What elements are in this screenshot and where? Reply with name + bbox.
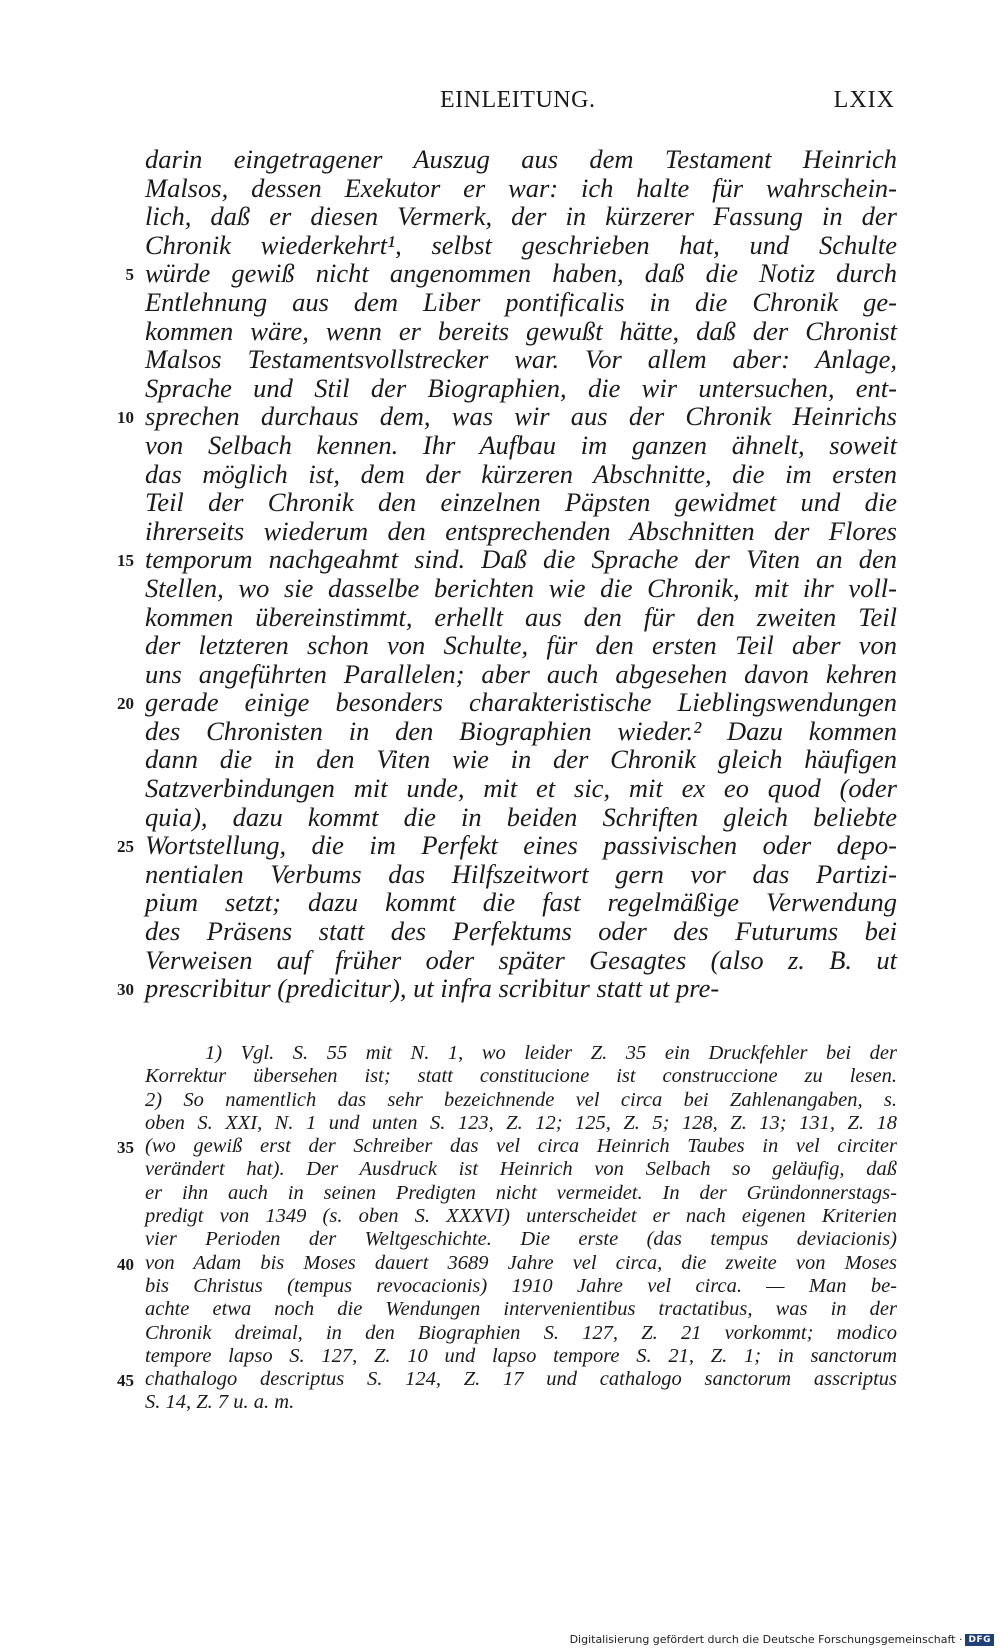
text-line: nentialen Verbums das Hilfszeitwort gern vor das Partizi- bbox=[145, 858, 897, 889]
main-text-block bbox=[145, 145, 897, 1003]
footnote-line: Korrektur übersehen ist; statt constitucione ist construccione zu lesen. bbox=[145, 1065, 897, 1088]
text-line: ihrerseits wiederum den entsprechenden Abschnitten der Flores bbox=[145, 515, 897, 546]
line-number: 40 bbox=[117, 1254, 134, 1274]
text-line: dann die in den Viten wie in der Chronik gleich häufigen bbox=[145, 744, 897, 775]
footnote-line: oben S. XXI, N. 1 und unten S. 123, Z. 12; 125, Z. 5; 128, Z. 13; 131, Z. 18 bbox=[145, 1111, 897, 1134]
text-line: lich, daß er diesen Vermerk, der in kürzerer Fassung in der bbox=[145, 201, 897, 232]
text-line: kommen übereinstimmt, erhellt aus den für den zweiten Teil bbox=[145, 601, 897, 632]
line-number: 20 bbox=[117, 694, 134, 714]
footnote-line: Chronik dreimal, in den Biographien S. 127, Z. 21 vorkommt; modico bbox=[145, 1321, 897, 1344]
text-line: Satzverbindungen mit unde, mit et sic, mit ex eo quod (oder bbox=[145, 773, 897, 804]
text-line: pium setzt; dazu kommt die fast regelmäßige Verwendung bbox=[145, 887, 897, 918]
line-number: 35 bbox=[117, 1138, 134, 1158]
footnote-line: S. 14, Z. 7 u. a. m. bbox=[145, 1391, 295, 1414]
text-line: gerade einige besonders charakteristische Lieblingswendungen bbox=[145, 687, 897, 718]
text-line: quia), dazu kommt die in beiden Schriften gleich beliebte bbox=[145, 801, 897, 832]
footnote-line: von Adam bis Moses dauert 3689 Jahre vel circa, die zweite von Moses bbox=[145, 1251, 897, 1274]
text-line: sprechen durchaus dem, was wir aus der Chronik Heinrichs bbox=[145, 401, 897, 432]
text-line: des Präsens statt des Perfektums oder des Futurums bei bbox=[145, 916, 897, 947]
digitization-credit bbox=[570, 1633, 994, 1646]
text-line: Entlehnung aus dem Liber pontificalis in die Chronik ge- bbox=[145, 286, 897, 317]
text-line: Sprache und Stil der Biographien, die wir untersuchen, ent- bbox=[145, 372, 897, 403]
line-number: 30 bbox=[117, 980, 134, 1000]
text-line: uns angeführten Parallelen; aber auch abgesehen davon kehren bbox=[145, 658, 897, 689]
footnote-line: verändert hat). Der Ausdruck ist Heinrich von Selbach so geläufig, daß bbox=[145, 1158, 897, 1181]
text-line: Verweisen auf früher oder später Gesagtes (also z. B. ut bbox=[145, 944, 897, 975]
footnote-line: predigt von 1349 (s. oben S. XXXVI) unterscheidet er nach eigenen Kriterien bbox=[145, 1205, 897, 1228]
line-number: 15 bbox=[117, 551, 134, 571]
page-number: LXIX bbox=[833, 87, 895, 113]
credit-text: Digitalisierung gefördert durch die Deutsche Forschungsgemeinschaft · bbox=[569, 1633, 963, 1646]
footnote-line: 2) So namentlich das sehr bezeichnende vel circa bei Zahlenangaben, s. bbox=[145, 1088, 897, 1111]
text-line: kommen wäre, wenn er bereits gewußt hätte, daß der Chronist bbox=[145, 315, 897, 346]
footnote-line: tempore lapso S. 127, Z. 10 und lapso tempore S. 21, Z. 1; in sanctorum bbox=[145, 1344, 897, 1367]
footnote-line: bis Christus (tempus revocacionis) 1910 Jahre vel circa. — Man be- bbox=[145, 1274, 897, 1297]
text-line: Malsos, dessen Exekutor er war: ich halte für wahrschein- bbox=[145, 172, 897, 203]
text-line: der letzteren schon von Schulte, für den ersten Teil aber von bbox=[145, 630, 897, 661]
footnotes-block bbox=[145, 1042, 897, 1415]
text-line: des Chronisten in den Biographien wieder.² Dazu kommen bbox=[145, 715, 897, 746]
text-line: Chronik wiederkehrt¹, selbst geschrieben hat, und Schulte bbox=[145, 229, 897, 260]
dfg-logo: DFG bbox=[965, 1634, 994, 1646]
footnote-line: achte etwa noch die Wendungen intervenientibus tractatibus, was in der bbox=[145, 1298, 897, 1321]
footnote-line: chathalogo descriptus S. 124, Z. 17 und cathalogo sanctorum asscriptus bbox=[145, 1368, 897, 1391]
text-line: würde gewiß nicht angenommen haben, daß die Notiz durch bbox=[145, 258, 897, 289]
text-line: das möglich ist, dem der kürzeren Abschnitte, die im ersten bbox=[145, 458, 897, 489]
text-line: Malsos Testamentsvollstrecker war. Vor allem aber: Anlage, bbox=[145, 344, 897, 375]
footnote-line: er ihn auch in seinen Predigten nicht vermeidet. In der Gründonnerstags- bbox=[145, 1181, 897, 1204]
line-number: 10 bbox=[117, 408, 134, 428]
section-title: EINLEITUNG. bbox=[440, 87, 596, 113]
text-line: Wortstellung, die im Perfekt eines passivischen oder depo- bbox=[145, 830, 897, 861]
footnote-line: (wo gewiß erst der Schreiber das vel circa Heinrich Taubes in vel circiter bbox=[145, 1135, 897, 1158]
footnote-line: 1) Vgl. S. 55 mit N. 1, wo leider Z. 35 ein Druckfehler bei der bbox=[205, 1042, 897, 1064]
line-number: 25 bbox=[117, 837, 134, 857]
text-line: Teil der Chronik den einzelnen Päpsten gewidmet und die bbox=[145, 487, 897, 518]
footnote-line: vier Perioden der Weltgeschichte. Die erste (das tempus deviacionis) bbox=[145, 1228, 897, 1251]
text-line: prescribitur (predicitur), ut infra scribitur statt ut pre- bbox=[145, 973, 720, 1004]
text-line: von Selbach kennen. Ihr Aufbau im ganzen ähnelt, soweit bbox=[145, 429, 897, 460]
text-line: Stellen, wo sie dasselbe berichten wie die Chronik, mit ihr voll- bbox=[145, 572, 897, 603]
text-line: temporum nachgeahmt sind. Daß die Sprache der Viten an den bbox=[145, 544, 897, 575]
line-number: 45 bbox=[117, 1371, 134, 1391]
line-number: 5 bbox=[125, 265, 134, 285]
text-line: darin eingetragener Auszug aus dem Testament Heinrich bbox=[145, 144, 897, 174]
